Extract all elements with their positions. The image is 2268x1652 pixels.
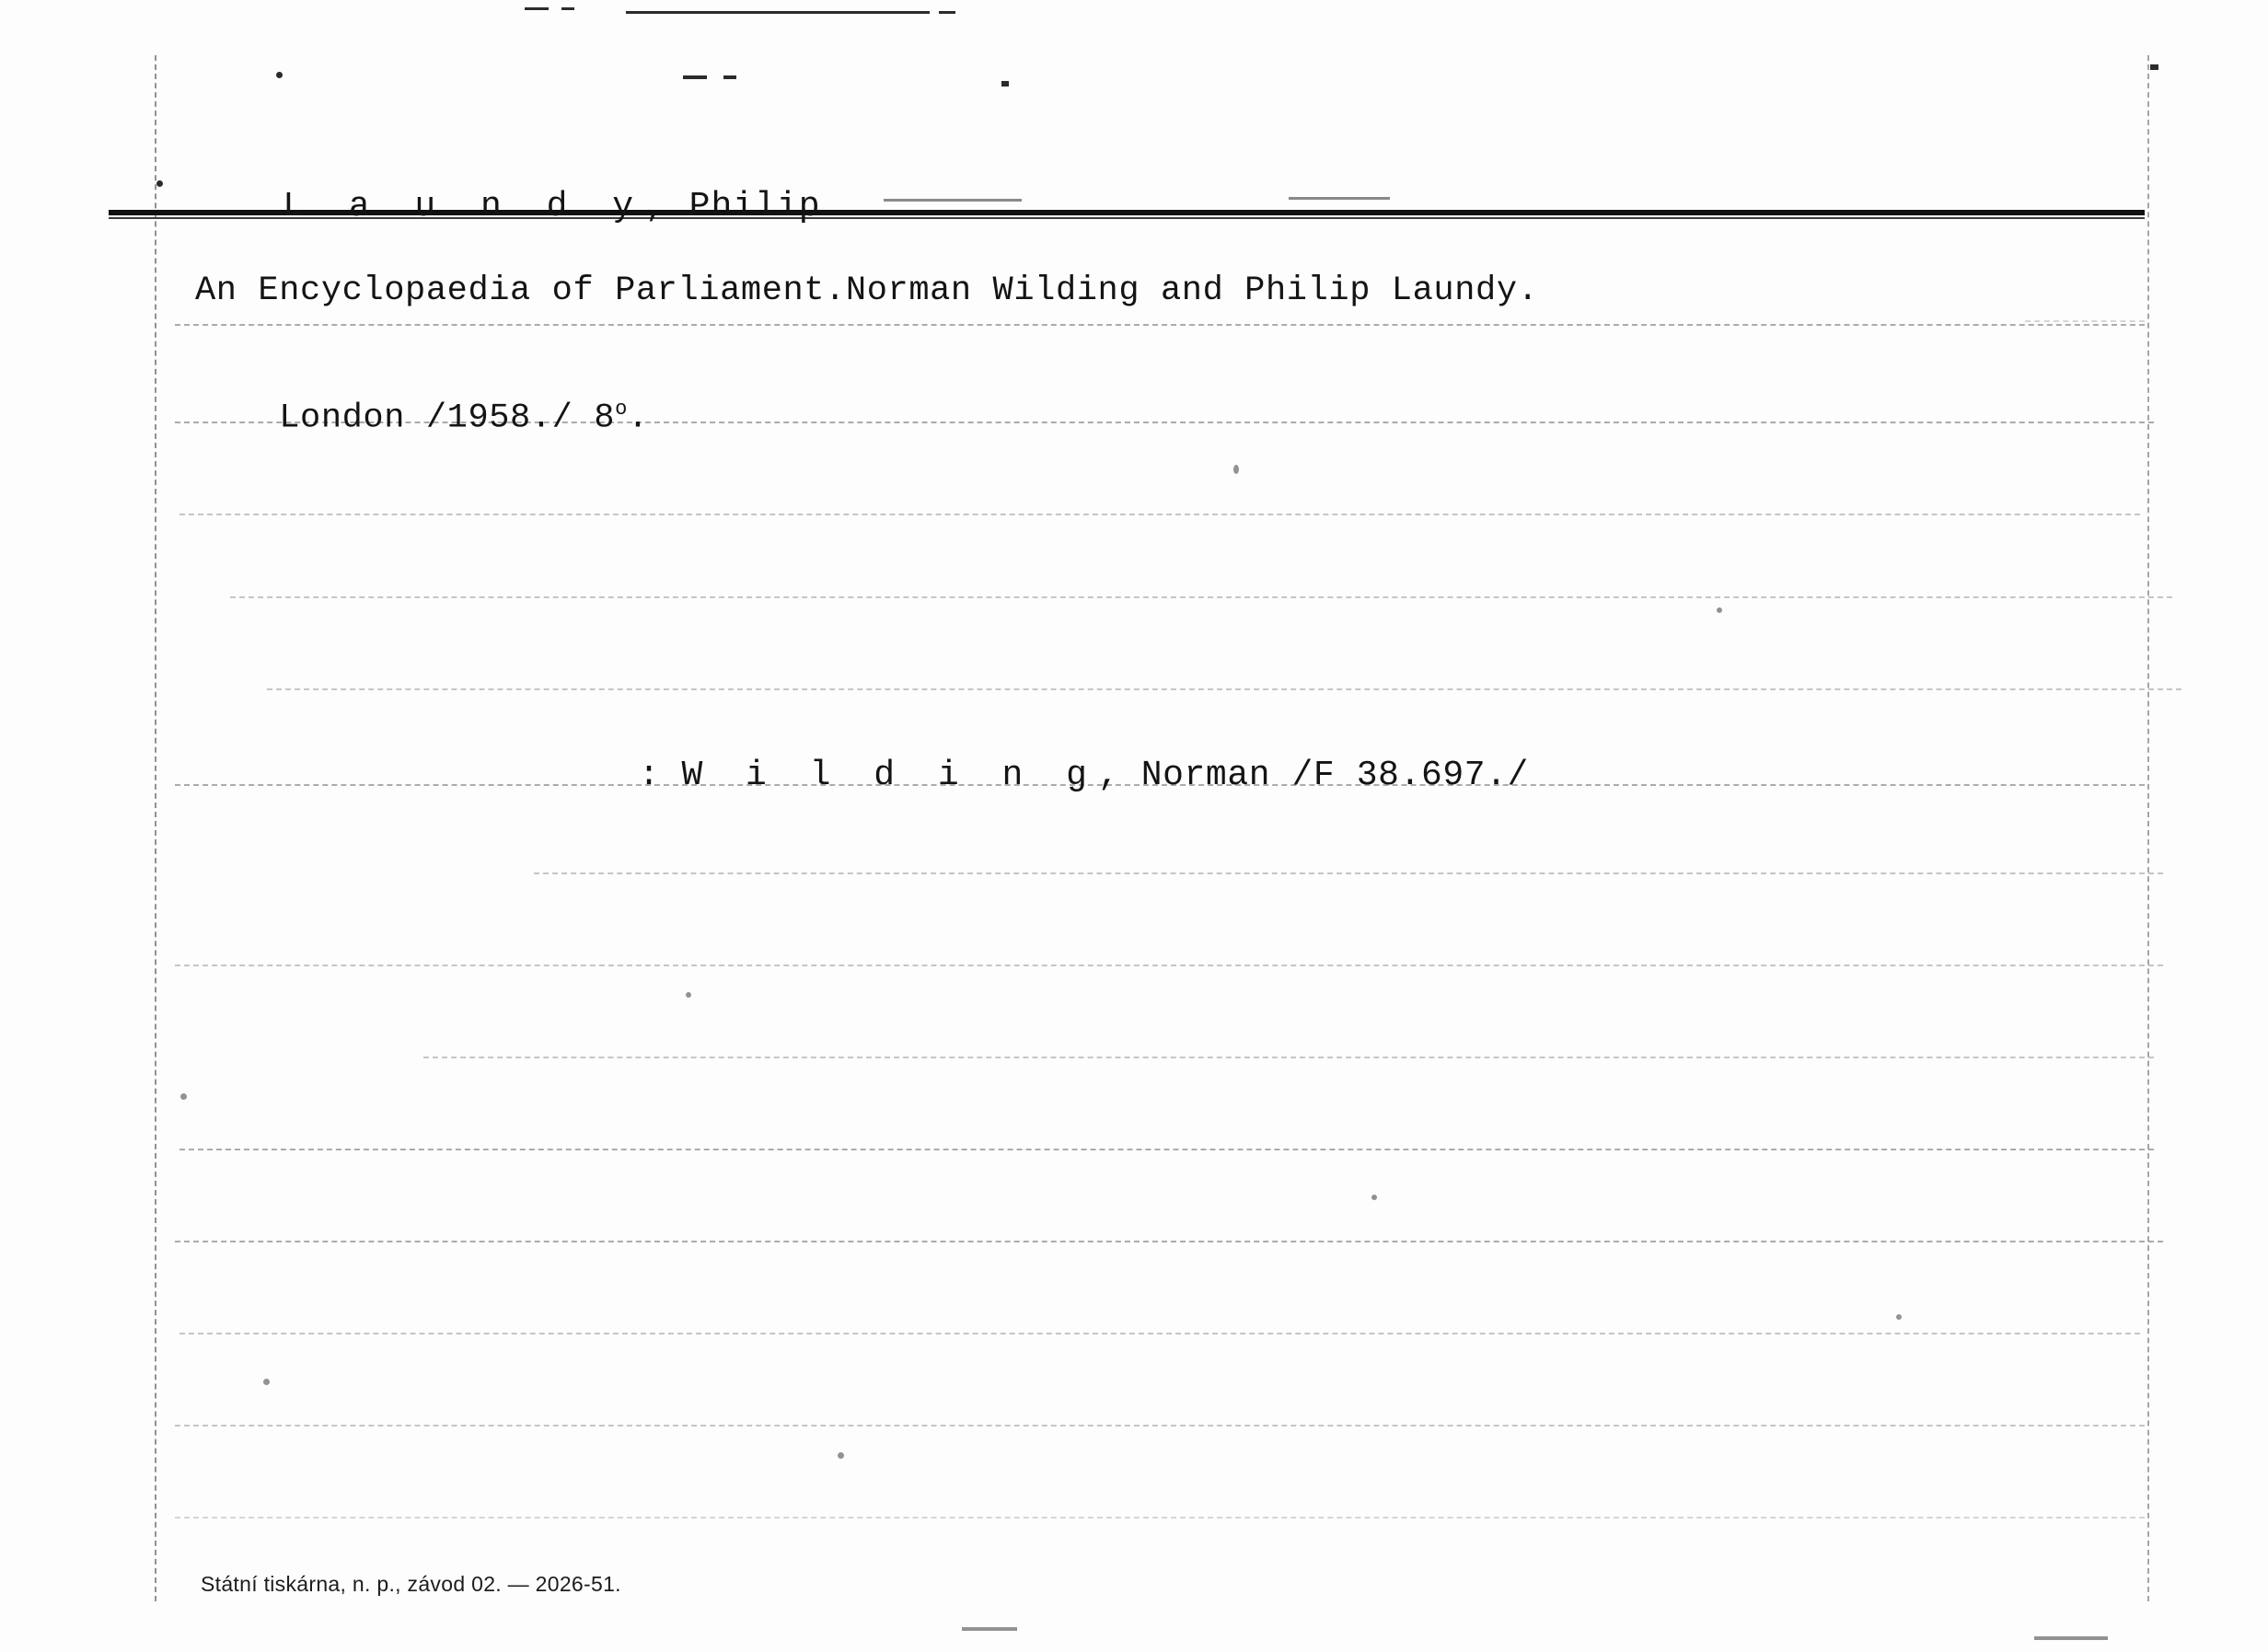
rule-smudge bbox=[884, 199, 1022, 202]
top-stray-mark bbox=[723, 75, 736, 79]
top-stray-mark bbox=[561, 7, 574, 10]
top-stray-mark bbox=[2150, 64, 2158, 70]
ruled-line bbox=[179, 1149, 2154, 1150]
top-stray-mark bbox=[939, 11, 955, 14]
author-heading bbox=[195, 147, 821, 266]
ruled-line bbox=[230, 596, 2172, 598]
ruled-line bbox=[175, 324, 2145, 326]
top-stray-mark bbox=[525, 7, 549, 10]
vertical-rule-right bbox=[2147, 55, 2149, 1601]
imprint-prefix: London /1958./ 8 bbox=[279, 399, 616, 438]
top-stray-mark bbox=[156, 180, 163, 187]
imprint-format-superscript: o bbox=[615, 398, 628, 421]
tracing-rest: , Norman /F 38.697./ bbox=[1097, 756, 1529, 795]
ruled-line bbox=[175, 1517, 2145, 1519]
author-surname: L a u n d y bbox=[283, 187, 646, 226]
added-entry-tracing bbox=[552, 716, 1529, 835]
top-stray-mark bbox=[276, 72, 283, 78]
tracing-surname: W i l d i n g bbox=[681, 756, 1098, 795]
top-stray-mark bbox=[683, 75, 707, 79]
vertical-rule-left bbox=[155, 55, 156, 1601]
ruled-line bbox=[267, 688, 2181, 690]
author-forename: , Philip bbox=[645, 187, 821, 226]
ruled-line bbox=[423, 1057, 2154, 1058]
tracing-prefix: : bbox=[638, 756, 682, 795]
ruled-line bbox=[175, 1241, 2163, 1242]
imprint-suffix: . bbox=[627, 399, 649, 438]
ruled-line bbox=[179, 1333, 2140, 1334]
top-stray-mark bbox=[626, 11, 930, 14]
ruled-line bbox=[534, 872, 2163, 874]
top-stray-mark bbox=[1001, 81, 1009, 87]
rule-smudge bbox=[1289, 197, 1390, 200]
printer-imprint-footer: Státní tiskárna, n. p., závod 02. — 2026-51. bbox=[201, 1572, 621, 1596]
imprint-statement bbox=[195, 359, 649, 476]
title-statement: An Encyclopaedia of Parliament.Norman Wilding and Philip Laundy. bbox=[195, 271, 1539, 310]
ruled-line bbox=[175, 1425, 2145, 1427]
ruled-line bbox=[2025, 320, 2145, 322]
ruled-line bbox=[175, 965, 2163, 966]
ruled-line bbox=[179, 514, 2140, 515]
